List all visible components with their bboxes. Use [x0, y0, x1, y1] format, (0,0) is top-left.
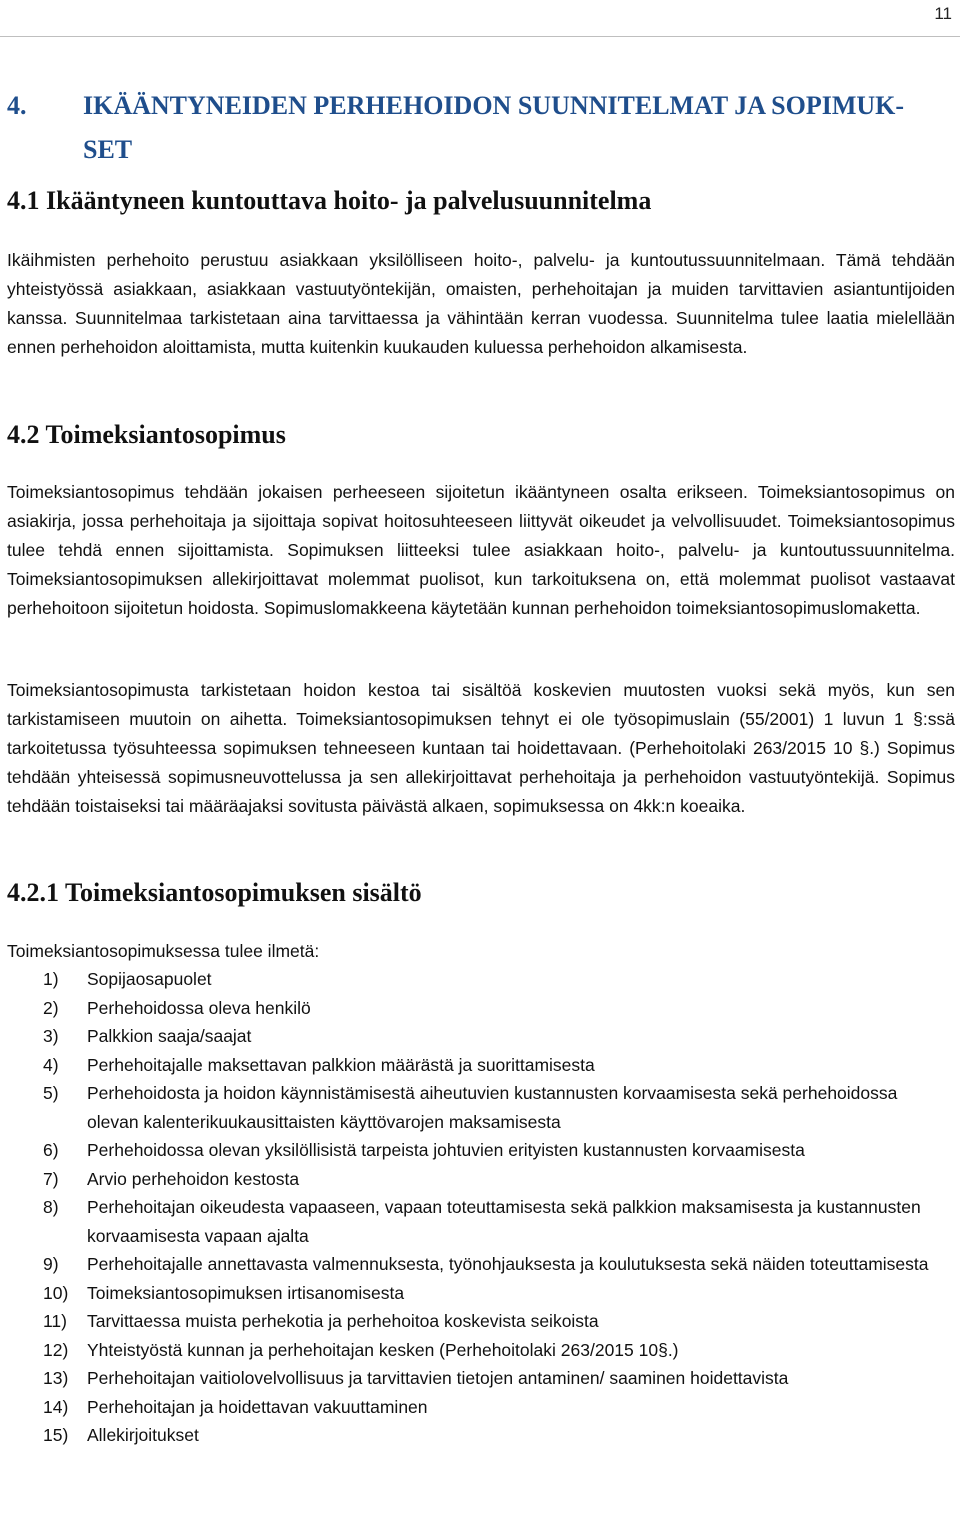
- list-item-text: Perhehoitajalle maksettavan palkkion määrästä ja suorittamisesta: [87, 1054, 595, 1075]
- section-4-2-paragraph-2: Toimeksiantosopimusta tarkistetaan hoidon kestoa tai sisältöä koskevien muutosten vuoksi sekä myös, kun sen tarkistamiseen muutoin on aihetta. Toimeksiantosopimuksen tehnyt ei ole työsopimuslain (55/2001) 1 luvun 1 §:ssä tarkoitetussa työsuhteessa sopimuksen tehneeseen kuntaan tai hoidettavaan. (Perhehoitolaki 263/2015 10 §.) Sopimus tehdään yhteisessä sopimusneuvottelussa ja sen allekirjoittavat perhehoitaja ja perhehoidon vastuutyöntekijä. Sopimus tehdään toistaiseksi tai määräajaksi sovitusta päivästä alkaen, sopimuksessa on 4kk:n koeaika.: [7, 680, 955, 816]
- list-item: [7, 1364, 955, 1393]
- list-item-number: 3): [43, 1026, 59, 1046]
- list-item-number: 2): [43, 997, 59, 1018]
- list-item-text: Yhteistyöstä kunnan ja perhehoitajan kesken (Perhehoitolaki 263/2015 10§.): [87, 1339, 679, 1360]
- list-item-text: Palkkion saaja/saajat: [87, 1026, 252, 1046]
- list-item-text: Sopijaosapuolet: [87, 969, 212, 989]
- list-item-number: 10): [43, 1282, 69, 1303]
- list-item-number: 6): [43, 1140, 59, 1160]
- section-heading-4-2-1: 4.2.1 Toimeksiantosopimuksen sisältö: [7, 878, 422, 907]
- list-item-number: 14): [43, 1396, 69, 1417]
- section-4-2-1-intro: Toimeksiantosopimuksessa tulee ilmetä:: [7, 941, 320, 961]
- list-item-number: 11): [43, 1311, 67, 1331]
- section-heading-4-2: 4.2 Toimeksiantosopimus: [7, 420, 286, 449]
- list-item-number: 15): [43, 1425, 69, 1445]
- list-item: [7, 1279, 955, 1308]
- list-item-number: 12): [43, 1339, 69, 1360]
- list-item: [7, 1165, 955, 1194]
- contract-contents-list: [7, 965, 955, 1450]
- list-item-text: Allekirjoitukset: [87, 1425, 199, 1445]
- list-item-text: Perhehoitajan vaitiolovelvollisuus ja tarvittavien tietojen antaminen/ saaminen hoidettavista: [87, 1368, 789, 1388]
- chapter-title-line1: IKÄÄNTYNEIDEN PERHEHOIDON SUUNNITELMAT JA SOPIMUK-: [83, 91, 905, 120]
- list-item: [7, 1250, 955, 1279]
- list-item-number: 13): [43, 1368, 69, 1388]
- list-item-text: Perhehoidossa oleva henkilö: [87, 997, 311, 1018]
- list-item-text: Perhehoidossa olevan yksilöllisistä tarpeista johtuvien erityisten kustannusten korvaamisesta: [87, 1140, 805, 1160]
- list-item-number: 5): [43, 1083, 59, 1103]
- section-heading-4-1: 4.1 Ikääntyneen kuntouttava hoito- ja palvelusuunnitelma: [7, 186, 652, 215]
- chapter-title-line2: SET: [83, 135, 133, 164]
- list-item-number: 4): [43, 1054, 59, 1075]
- list-item: [7, 1307, 955, 1336]
- list-item: [7, 1193, 955, 1250]
- section-4-1-paragraph: Ikäihmisten perhehoito perustuu asiakkaan yksilölliseen hoito-, palvelu- ja kuntoutussuunnitelmaan. Tämä tehdään yhteistyössä asiakkaan, asiakkaan vastuutyöntekijän, omaisten, perhehoitajan ja muiden tarvittavien asiantuntijoiden kanssa. Suunnitelmaa tarkistetaan aina tarvittaessa ja vähintään kerran vuodessa. Suunnitelma tulee laatia mielellään ennen perhehoidon aloittamista, mutta kuitenkin kuukauden kuluessa perhehoidon alkamisesta.: [7, 250, 955, 357]
- list-item-text: Toimeksiantosopimuksen irtisanomisesta: [87, 1282, 405, 1303]
- list-item-text: Perhehoitajan ja hoidettavan vakuuttaminen: [87, 1396, 428, 1417]
- list-item-text: Arvio perhehoidon kestosta: [87, 1168, 300, 1189]
- list-item: [7, 1421, 955, 1450]
- chapter-heading: [7, 84, 955, 172]
- list-item: [7, 1136, 955, 1165]
- list-item: [7, 1051, 955, 1080]
- list-item-number: 9): [43, 1254, 59, 1274]
- list-item-text: Perhehoitajan oikeudesta vapaaseen, vapaan toteuttamisesta sekä palkkion maksamisesta ja kustannusten korvaamisesta vapaan ajalta: [87, 1197, 921, 1246]
- list-item-text: Perhehoidosta ja hoidon käynnistämisestä aiheutuvien kustannusten korvaamisesta sekä perhehoidossa olevan kalenterikuukausittaisten käyttövarojen maksamisesta: [87, 1083, 898, 1132]
- section-4-2-paragraph-1: Toimeksiantosopimus tehdään jokaisen perheeseen sijoitetun ikääntyneen osalta erikseen. Toimeksiantosopimus on asiakirja, jossa perhehoitaja ja sijoittaja sopivat hoitosuhteeseen liittyvät oikeudet ja velvollisuudet. Toimeksiantosopimus tulee tehdä ennen sijoittamista. Sopimuksen liitteeksi tulee asiakkaan hoito-, palvelu- ja kuntoutussuunnitelma. Toimeksiantosopimuksen allekirjoittavat molemmat puolisot, kun tarkoituksena on, että molemmat puolisot vastaavat perhehoitoon sijoitetun hoidosta. Sopimuslomakkeena käytetään kunnan perhehoidon toimeksiantosopimuslomaketta.: [7, 482, 955, 618]
- list-item-number: 1): [43, 969, 59, 989]
- list-item: [7, 1022, 955, 1051]
- list-item: [7, 994, 955, 1023]
- page-number: 11: [934, 4, 952, 23]
- list-item: [7, 965, 955, 994]
- header-rule: [0, 36, 960, 37]
- list-item: [7, 1079, 955, 1136]
- list-item-text: Tarvittaessa muista perhekotia ja perhehoitoa koskevista seikoista: [87, 1311, 599, 1331]
- list-item-text: Perhehoitajalle annettavasta valmennuksesta, työnohjauksesta ja koulutuksesta sekä näiden toteuttamisesta: [87, 1254, 929, 1274]
- chapter-number: 4.: [7, 91, 27, 120]
- list-item-number: 8): [43, 1197, 59, 1217]
- list-item: [7, 1336, 955, 1365]
- list-item: [7, 1393, 955, 1422]
- list-item-number: 7): [43, 1168, 59, 1189]
